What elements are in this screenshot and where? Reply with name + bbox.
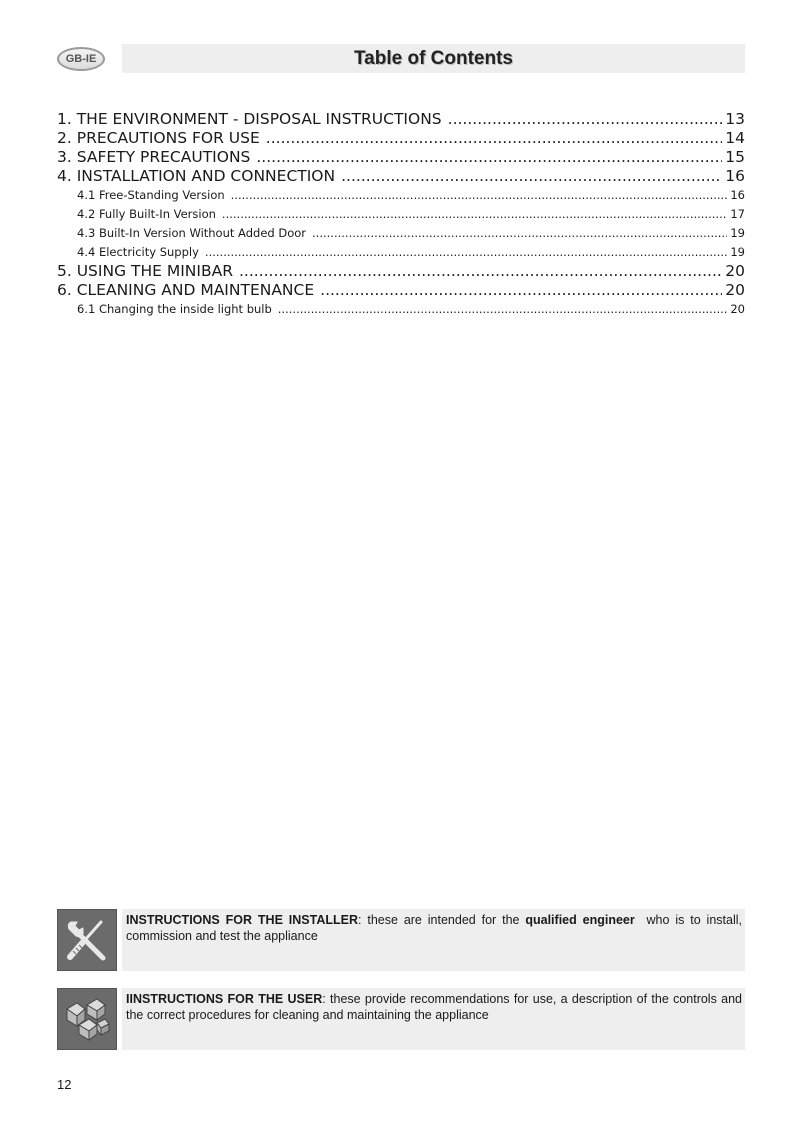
toc-subsection-row <box>57 243 745 262</box>
installer-note-body-a: : these are intended for the <box>358 913 526 927</box>
toc-entry-label: 3. SAFETY PRECAUTIONS <box>57 148 251 166</box>
toc-entry-page: 20 <box>725 281 745 299</box>
toc-entry-label: 4.4 Electricity Supply <box>77 245 199 259</box>
toc-subsection-row <box>57 205 745 224</box>
toc-leader-dots <box>266 129 722 148</box>
toc-entry-page: 14 <box>725 129 745 147</box>
installer-icon-box <box>57 909 117 971</box>
toc-entry-page: 16 <box>730 188 745 202</box>
toc-leader-dots <box>341 167 722 186</box>
installer-note-emphasis: qualified engineer <box>525 913 635 927</box>
toc-entry-label: 2. PRECAUTIONS FOR USE <box>57 129 260 147</box>
toc-leader-dots <box>256 148 722 167</box>
toc-entry-page: 20 <box>730 302 745 316</box>
toc-entry-label: 4. INSTALLATION AND CONNECTION <box>57 167 336 185</box>
toc-subsection-row <box>57 300 745 319</box>
page-title-bar <box>122 44 745 73</box>
toc-entry-label: 4.3 Built-In Version Without Added Door <box>77 226 307 240</box>
toc-subsection-row <box>57 224 745 243</box>
user-note-heading: IINSTRUCTIONS FOR THE USER <box>126 992 323 1006</box>
toc-entry-page: 19 <box>730 226 745 240</box>
toc-entry-label: 6. CLEANING AND MAINTENANCE <box>57 281 315 299</box>
toc-leader-dots <box>278 300 728 319</box>
toc-entry-page: 15 <box>725 148 745 166</box>
toc-entry-page: 20 <box>725 262 745 280</box>
toc-section-row <box>57 148 745 167</box>
toc-entry-page: 13 <box>725 110 745 128</box>
installer-note-text <box>122 909 745 971</box>
table-of-contents <box>57 110 745 319</box>
toc-entry-label: 4.1 Free-Standing Version <box>77 188 225 202</box>
toc-leader-dots <box>205 243 727 262</box>
toc-leader-dots <box>312 224 727 243</box>
ice-cubes-icon <box>61 993 113 1045</box>
toc-leader-dots <box>448 110 723 129</box>
toc-section-row <box>57 262 745 281</box>
toc-entry-page: 19 <box>730 245 745 259</box>
toc-entry-page: 17 <box>730 207 745 221</box>
toc-section-row <box>57 167 745 186</box>
installer-note-body-b: who is to install, commission and test the appliance <box>126 913 746 943</box>
user-note-text <box>122 988 745 1050</box>
toc-leader-dots <box>222 205 727 224</box>
toc-entry-label: 4.2 Fully Built-In Version <box>77 207 216 221</box>
toc-entry-label: 5. USING THE MINIBAR <box>57 262 233 280</box>
page-title: Table of Contents <box>353 47 514 69</box>
toc-leader-dots <box>239 262 722 281</box>
tools-icon <box>61 914 113 966</box>
toc-entry-label: 6.1 Changing the inside light bulb <box>77 302 272 316</box>
toc-entry-label: 1. THE ENVIRONMENT - DISPOSAL INSTRUCTIONS <box>57 110 442 128</box>
installer-note-heading: INSTRUCTIONS FOR THE INSTALLER <box>126 913 358 927</box>
language-badge <box>57 47 105 71</box>
toc-section-row <box>57 281 745 300</box>
user-icon-box <box>57 988 117 1050</box>
page-number: 12 <box>57 1077 72 1092</box>
toc-leader-dots <box>320 281 722 300</box>
user-note-body: : these provide recommendations for use, a description of the controls and the correct procedures for cleaning and maintaining the appliance <box>126 992 742 1022</box>
user-note <box>57 988 745 1050</box>
toc-section-row <box>57 110 745 129</box>
toc-leader-dots <box>231 186 728 205</box>
toc-subsection-row <box>57 186 745 205</box>
toc-entry-page: 16 <box>725 167 745 185</box>
language-badge-text: GB-IE <box>65 53 97 65</box>
installer-note <box>57 909 745 971</box>
toc-section-row <box>57 129 745 148</box>
